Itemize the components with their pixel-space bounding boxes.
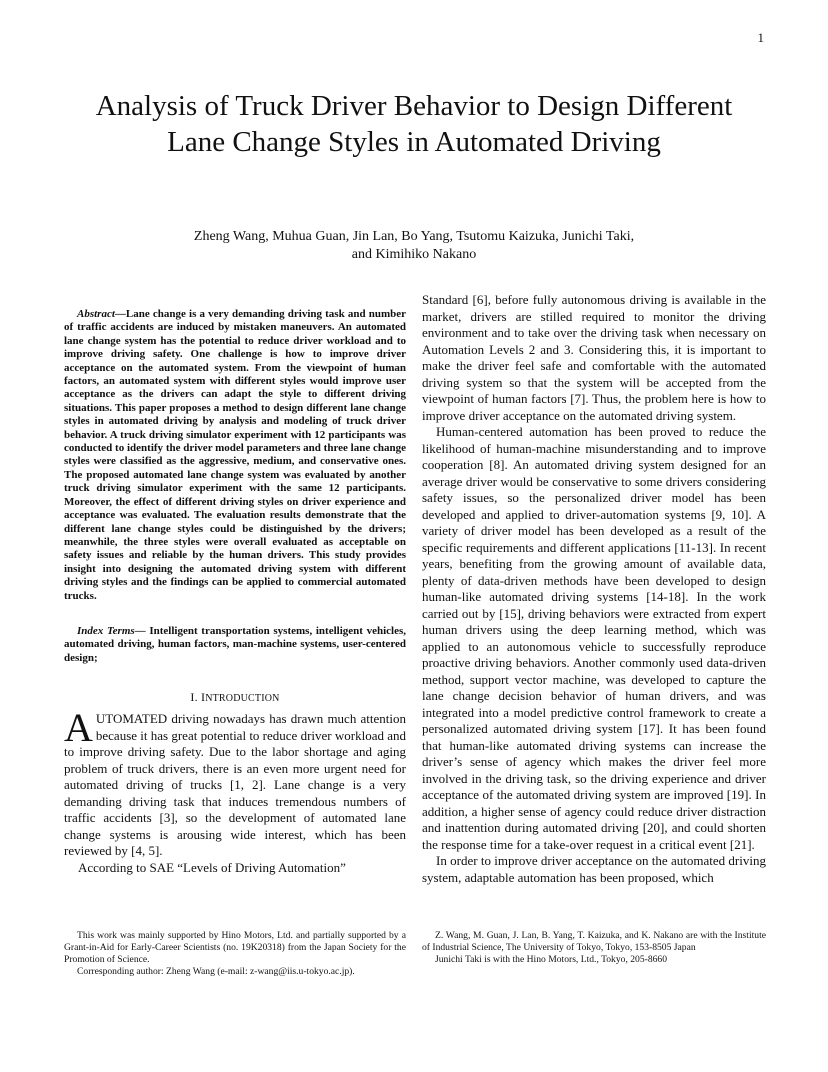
page-number: 1 bbox=[757, 30, 764, 45]
right-paragraph-1: Standard [6], before fully autonomous driving is available in the market, drivers are stilled required to monitor the driving environment and to take over the driving task when necessary on Automation Levels 2 and 3. Considering this, it is important to make the driver feel safe and comfortable with the automated driving system so that the system will be accepted from the viewpoint of human factors [7]. Thus, the problem here is how to improve driver acceptance on the automated driving system. bbox=[422, 292, 766, 423]
index-terms bbox=[64, 625, 406, 665]
intro-paragraph-1 bbox=[64, 705, 406, 860]
index-terms-lead: Index Terms bbox=[77, 624, 135, 637]
author-line-2: and Kimihiko Nakano bbox=[351, 247, 477, 262]
section-title-rest: NTRODUCTION bbox=[205, 693, 280, 705]
author-line-1: Zheng Wang, Muhua Guan, Jin Lan, Bo Yang, Tsutomu Kaizuka, Junichi Taki, bbox=[193, 229, 635, 244]
abstract-text: —Lane change is a very demanding driving task and number of traffic accidents are induced by mistaken maneuvers. An automated lane change system has the potential to reduce driver workload and to improve driving safety. One challenge is how to improve driver acceptance on the automated system. From the viewpoint of human factors, an automated system with different styles would improve user acceptance as the drivers can adapt the style to different driving situations. This paper proposes a method to design different lane change styles in automated driving by analysis and modeling of truck driver behavior. A truck driving simulator experiment with 12 participants was conducted to identify the driver model parameters and three lane change styles were classified as the aggressive, medium, and conservative ones. The proposed automated lane change system was evaluated by another truck driving simulator experiment with the same 12 participants. Moreover, the effect of different driving styles on driver experience and acceptance was evaluated. The evaluation results demonstrate that the different lane change styles could be distinguished by the drivers; meanwhile, the three styles were overall evaluated as acceptable on safety issues and reliable by the human drivers. This study provides insight into designing the automated driving system with different driving styles and the findings can be applied to commercial automated trucks. bbox=[64, 308, 406, 602]
corresponding-author-footnote: Corresponding author: Zheng Wang (e-mail: z-wang@iis.u-tokyo.ac.jp). bbox=[77, 966, 355, 977]
right-paragraph-3: In order to improve driver acceptance on the automated driving system, adaptable automation has been proposed, which bbox=[422, 853, 766, 885]
intro-paragraph-1-text: UTOMATED driving nowadays has drawn much attention because it has great potential to reduce driver workload and to improve driving safety. Due to the labor shortage and aging problem of truck drivers, there is an even more urgent need for automated driving of trucks [1, 2]. Lane change is a very demanding driving task that induces tremendous numbers of traffic accidents [3], so the development of automated lane change systems is arousing wide interest, which has been reviewed by [4, 5]. bbox=[64, 711, 406, 859]
footnotes-right bbox=[422, 930, 766, 966]
affiliation-footnote: Z. Wang, M. Guan, J. Lan, B. Yang, T. Kaizuka, and K. Nakano are with the Institute of Industrial Science, The University of Tokyo, Tokyo, 153-8505 Japan bbox=[422, 930, 766, 953]
funding-footnote: This work was mainly supported by Hino Motors, Ltd. and partially supported by a Grant-in-Aid for Early-Career Scientists (no. 19K20318) from the Japan Society for the Promotion of Science. bbox=[64, 930, 406, 965]
abstract bbox=[64, 308, 406, 603]
intro-paragraph-2: According to SAE “Levels of Driving Automation” bbox=[78, 859, 346, 875]
section-heading-introduction bbox=[64, 690, 406, 705]
hino-affiliation-footnote: Junichi Taki is with the Hino Motors, Ltd., Tokyo, 205-8660 bbox=[435, 954, 668, 965]
right-column bbox=[422, 292, 766, 886]
paper-title: Analysis of Truck Driver Behavior to Design Different Lane Change Styles in Automated Driving bbox=[95, 90, 733, 158]
drop-cap: A bbox=[64, 705, 93, 751]
right-paragraph-2: Human-centered automation has been proved to reduce the likelihood of human-machine misunderstanding and to improve cooperation [8]. An automated driving system designed for an average driver would be conservative to some drivers considering safety issues, so the personalized driver model has been developed and applied to driver-automation systems [9, 10]. A variety of driver model has been developed as a result of the specific requirements and different applications [11-13]. In recent years, benefiting from the growing amount of available data, plenty of data-driven methods have been developed to design human-like automated driving systems [14-18]. In the work carried out by [15], driving behaviors were extracted from expert human drivers using the deep learning method, which was applied to an autonomous vehicle to successfully reproduce proactive driving behaviors. Another commonly used data-driven method, support vector machine, was developed to capture the lane change decision behavior of human drivers, and was integrated into a model predictive control framework to create a personalized automated driving system [17]. It has been found that human-like automated driving systems can increase the driver’s sense of agency which makes the driver feel more involved in the driving task, so the driving experience and driver acceptance of the automated driving system are improved [19]. In addition, a higher sense of agency could reduce driver distraction and inattention during automated driving [20], and could shorten the response time for a take-over request in a critical event [21]. bbox=[422, 424, 766, 852]
left-column bbox=[64, 308, 406, 876]
author-list bbox=[64, 228, 764, 264]
abstract-lead: Abstract bbox=[77, 308, 115, 320]
footnotes-left bbox=[64, 930, 406, 978]
index-terms-text: — Intelligent transportation systems, intelligent vehicles, automated driving, human factors, man-machine systems, user-centered design; bbox=[64, 624, 406, 664]
section-numeral: I. bbox=[190, 690, 198, 705]
section-first-letter: I bbox=[200, 690, 206, 705]
